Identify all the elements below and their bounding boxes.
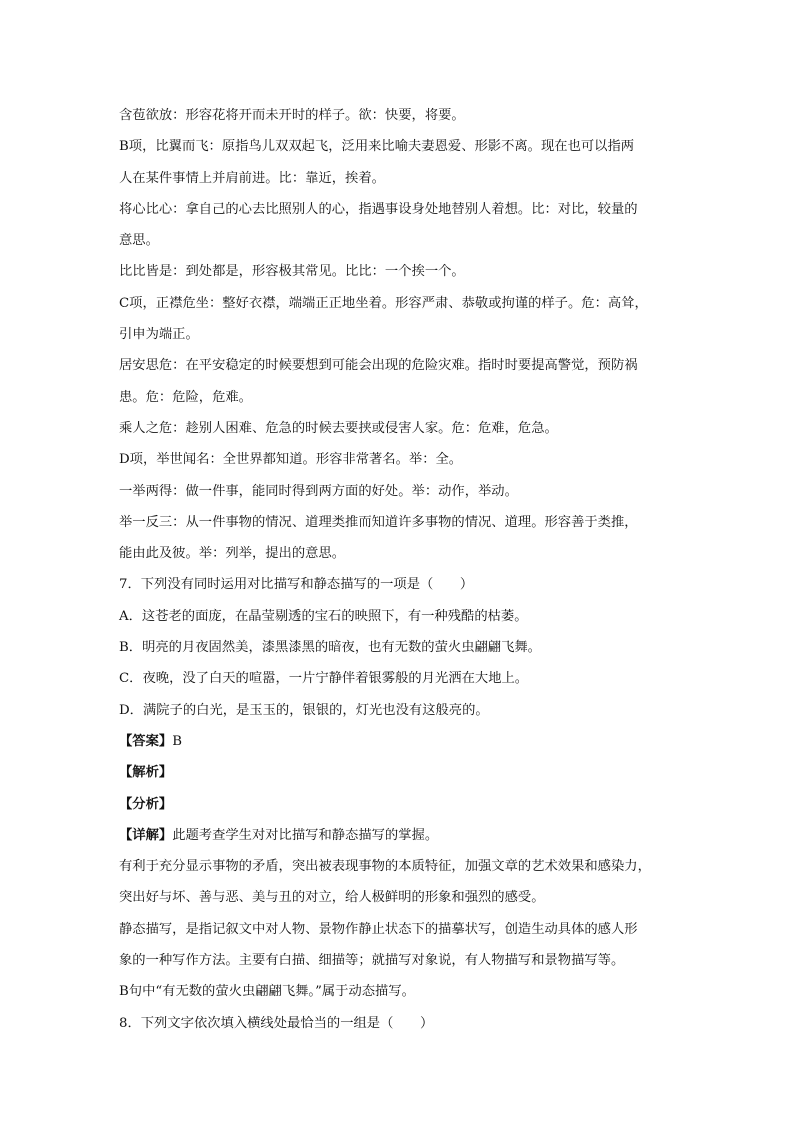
text-line: 突出好与坏、善与恶、美与丑的对立，给人极鲜明的形象和强烈的感受。 <box>119 890 545 906</box>
text-line: C项，正襟危坐：整好衣襟，端端正正地坐着。形容严肃、恭敬或拘谨的样子。危：高耸， <box>119 295 648 311</box>
detail-line <box>119 820 679 851</box>
text-line: 乘人之危：趁别人困难、危急的时候去要挟或侵害人家。危：危难，危急。 <box>119 420 558 436</box>
text-line: 象的一种写作方法。主要有白描、细描等；就描写对象说，有人物描写和景物描写等。 <box>119 953 625 969</box>
question-7-stem: 7．下列没有同时运用对比描写和静态描写的一项是（ ） <box>119 577 474 593</box>
analysis-tag: 【解析】 <box>119 765 173 781</box>
text-line: B项，比翼而飞：原指鸟儿双双起飞，泛用来比喻夫妻恩爱、形影不离。现在也可以指两 <box>119 139 635 155</box>
fenxi-tag: 【分析】 <box>119 796 173 812</box>
text-line: 有利于充分显示事物的矛盾，突出被表现事物的本质特征，加强文章的艺术效果和感染力， <box>119 859 651 875</box>
text-line: 患。危：危险，危难。 <box>119 389 252 405</box>
answer-line <box>119 726 679 757</box>
analysis-line <box>119 757 679 788</box>
text-line: 举一反三：从一件事物的情况、道理类推而知道许多事物的情况、道理。形容善于类推， <box>119 514 638 530</box>
question-7-option-d: D．满院子的白光，是玉玉的，银银的，灯光也没有这般亮的。 <box>119 702 489 718</box>
text-line: 一举两得：做一件事，能同时得到两方面的好处。举：动作，举动。 <box>119 483 518 499</box>
text-line: 能由此及彼。举：列举，提出的意思。 <box>119 546 346 562</box>
text-line: 居安思危：在平安稳定的时候要想到可能会出现的危险灾难。指时时要提高警觉，预防祸 <box>119 358 638 374</box>
text-line: 含苞欲放：形容花将开而未开时的样子。欲：快要，将要。 <box>119 108 465 123</box>
question-7-option-b: B．明亮的月夜固然美，漆黑漆黑的暗夜，也有无数的萤火虫翩翩飞舞。 <box>119 640 541 656</box>
text-line: 人在某件事情上并肩前进。比：靠近，挨着。 <box>119 170 385 186</box>
answer-tag: 【答案】 <box>119 733 173 749</box>
document-body <box>119 100 679 1039</box>
detail-tag: 【详解】 <box>119 827 173 843</box>
text-line: D项，举世闻名：全世界都知道。形容非常著名。举：全。 <box>119 452 463 468</box>
text-line: B句中“有无数的萤火虫翩翩飞舞。”属于动态描写。 <box>119 984 415 1000</box>
question-7-option-c: C．夜晚，没了白天的喧嚣，一片宁静伴着银雾般的月光洒在大地上。 <box>119 671 529 687</box>
text-line: 意思。 <box>119 233 159 249</box>
question-7-option-a: A．这苍老的面庞，在晶莹剔透的宝石的映照下，有一种残酷的枯萎。 <box>119 608 528 624</box>
text-line: 将心比心：拿自己的心去比照别人的心，指遇事设身处地替别人着想。比：对比，较量的 <box>119 201 638 217</box>
detail-text: 此题考查学生对对比描写和静态描写的掌握。 <box>172 827 439 843</box>
fenxi-line <box>119 789 679 820</box>
text-line: 比比皆是：到处都是，形容极其常见。比比：一个挨一个。 <box>119 264 465 280</box>
question-8-stem: 8．下列文字依次填入横线处最恰当的一组是（ ） <box>119 1015 434 1031</box>
answer-value: B <box>172 733 182 749</box>
text-line: 引申为端正。 <box>119 327 199 343</box>
text-line: 静态描写，是指记叙文中对人物、景物作静止状态下的描摹状写，创造生动具体的感人形 <box>119 921 638 937</box>
